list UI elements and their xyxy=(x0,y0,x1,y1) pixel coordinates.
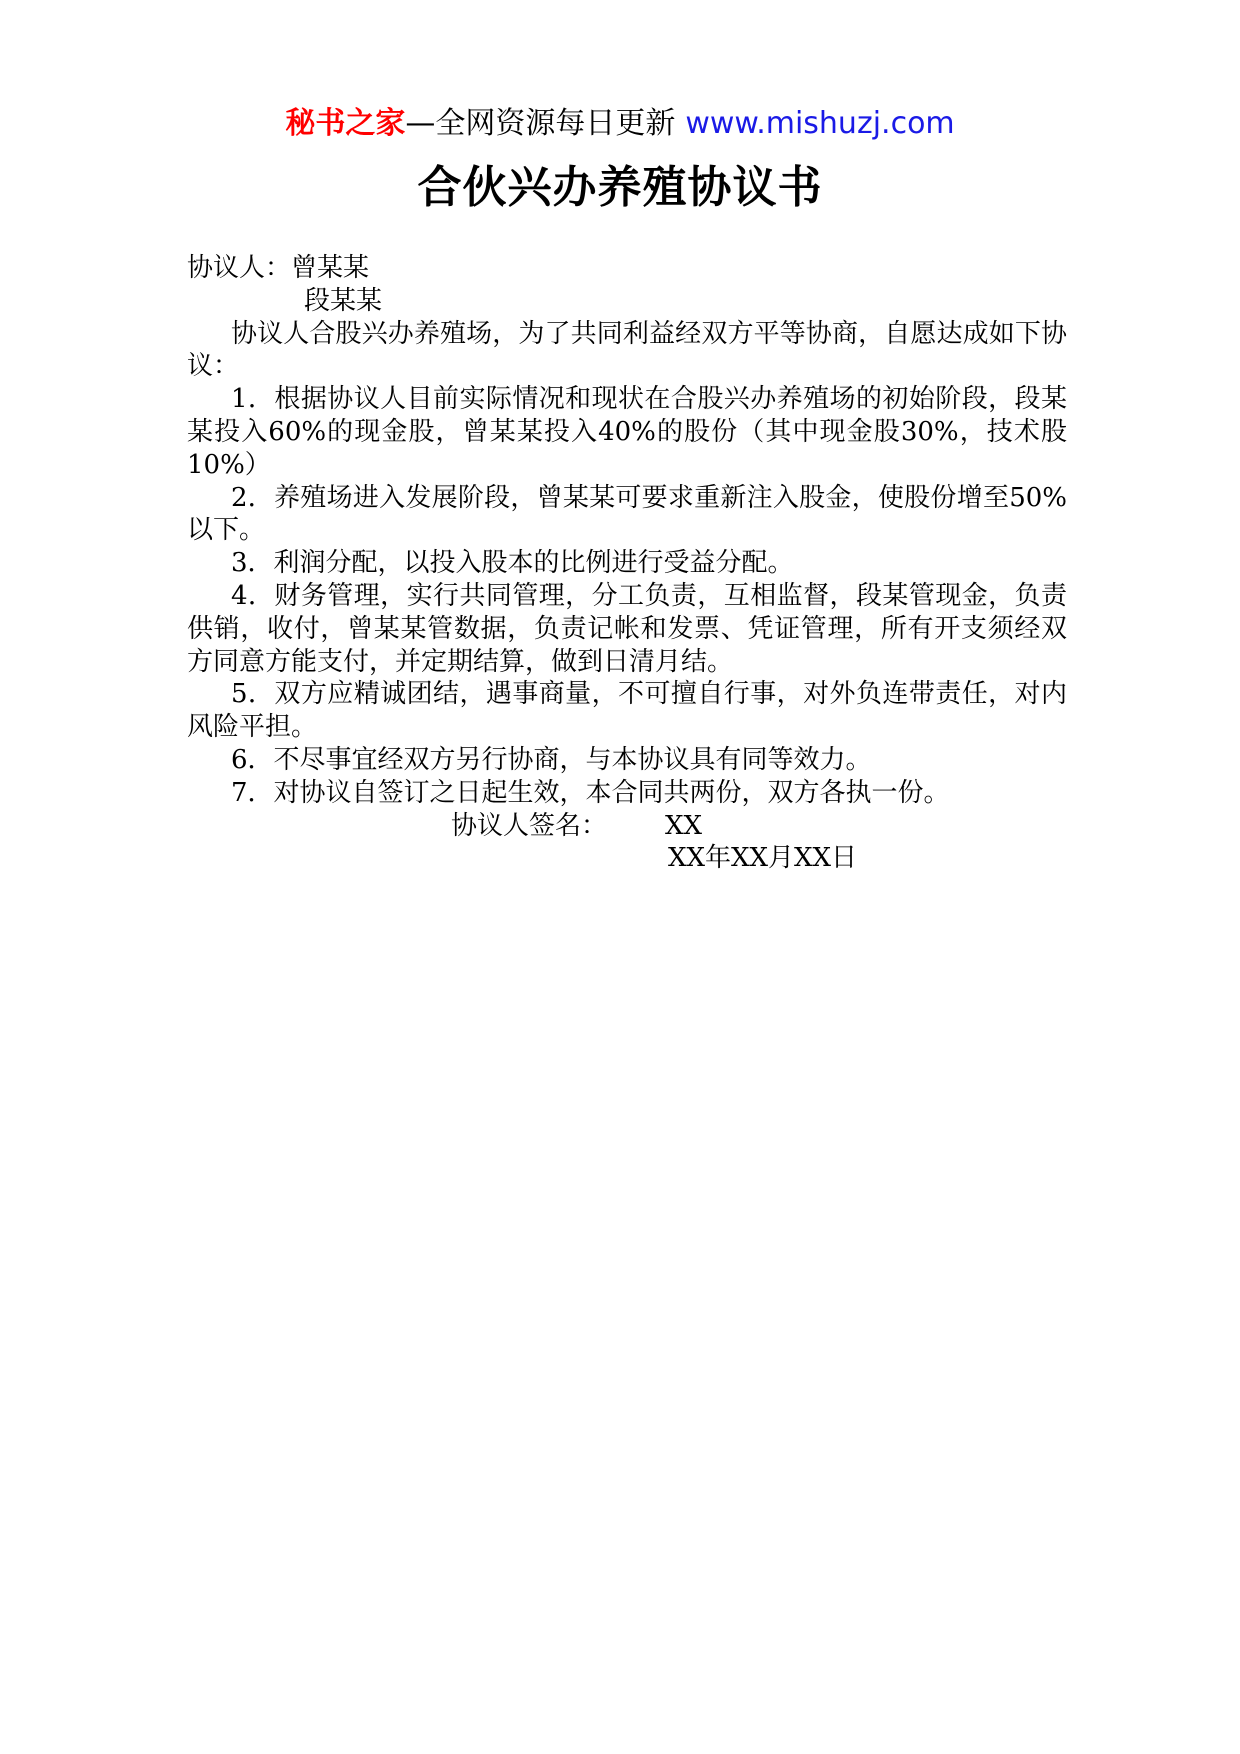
site-url-link[interactable]: www.mishuzj.com xyxy=(685,106,955,141)
clause-6: 6．不尽事宜经双方另行协商，与本协议具有同等效力。 xyxy=(231,744,872,775)
clause-3: 3．利润分配，以投入股本的比例进行受益分配。 xyxy=(231,548,794,579)
parties-line xyxy=(187,252,1067,285)
clause-4: 4．财务管理，实行共同管理，分工负责，互相监督，段某管现金，负责供销，收付，曾某某管数据，负责记帐和发票、凭证管理，所有开支须经双方同意方能支付，并定期结算，做到日清月结。 xyxy=(187,580,1067,677)
document-title: 合伙兴办养殖协议书 xyxy=(417,162,823,213)
clause-7: 7．对协议自签订之日起生效，本合同共两份，双方各执一份。 xyxy=(231,777,950,808)
clause-5: 5．双方应精诚团结，遇事商量，不可擅自行事，对外负连带责任，对内风险平担。 xyxy=(187,679,1067,743)
clause-1: 1．根据协议人目前实际情况和现状在合股兴办养殖场的初始阶段，段某某投入60%的现金股，曾某某投入40%的股份（其中现金股30%，技术股10%） xyxy=(187,384,1067,480)
signature-date-row xyxy=(187,842,1067,875)
party-1: 曾某某 xyxy=(291,253,370,283)
intro-paragraph: 协议人合股兴办养殖场，为了共同利益经双方平等协商，自愿达成如下协议： xyxy=(187,318,1067,382)
agreement-body xyxy=(187,252,1067,875)
signature-label: 协议人签名： xyxy=(451,810,608,841)
parties-label: 协议人： xyxy=(187,253,292,283)
signature-date: XX年XX月XX日 xyxy=(668,843,858,874)
parties-line-2 xyxy=(187,285,1067,318)
signature-row xyxy=(187,810,1067,843)
signature-name: XX xyxy=(665,810,703,841)
brand-name: 秘书之家 xyxy=(285,106,406,141)
brand-tagline: —全网资源每日更新 xyxy=(405,106,676,141)
clause-2: 2．养殖场进入发展阶段，曾某某可要求重新注入股金，使股份增至50%以下。 xyxy=(187,482,1067,546)
site-banner xyxy=(0,104,1240,144)
party-2: 段某某 xyxy=(304,285,383,316)
